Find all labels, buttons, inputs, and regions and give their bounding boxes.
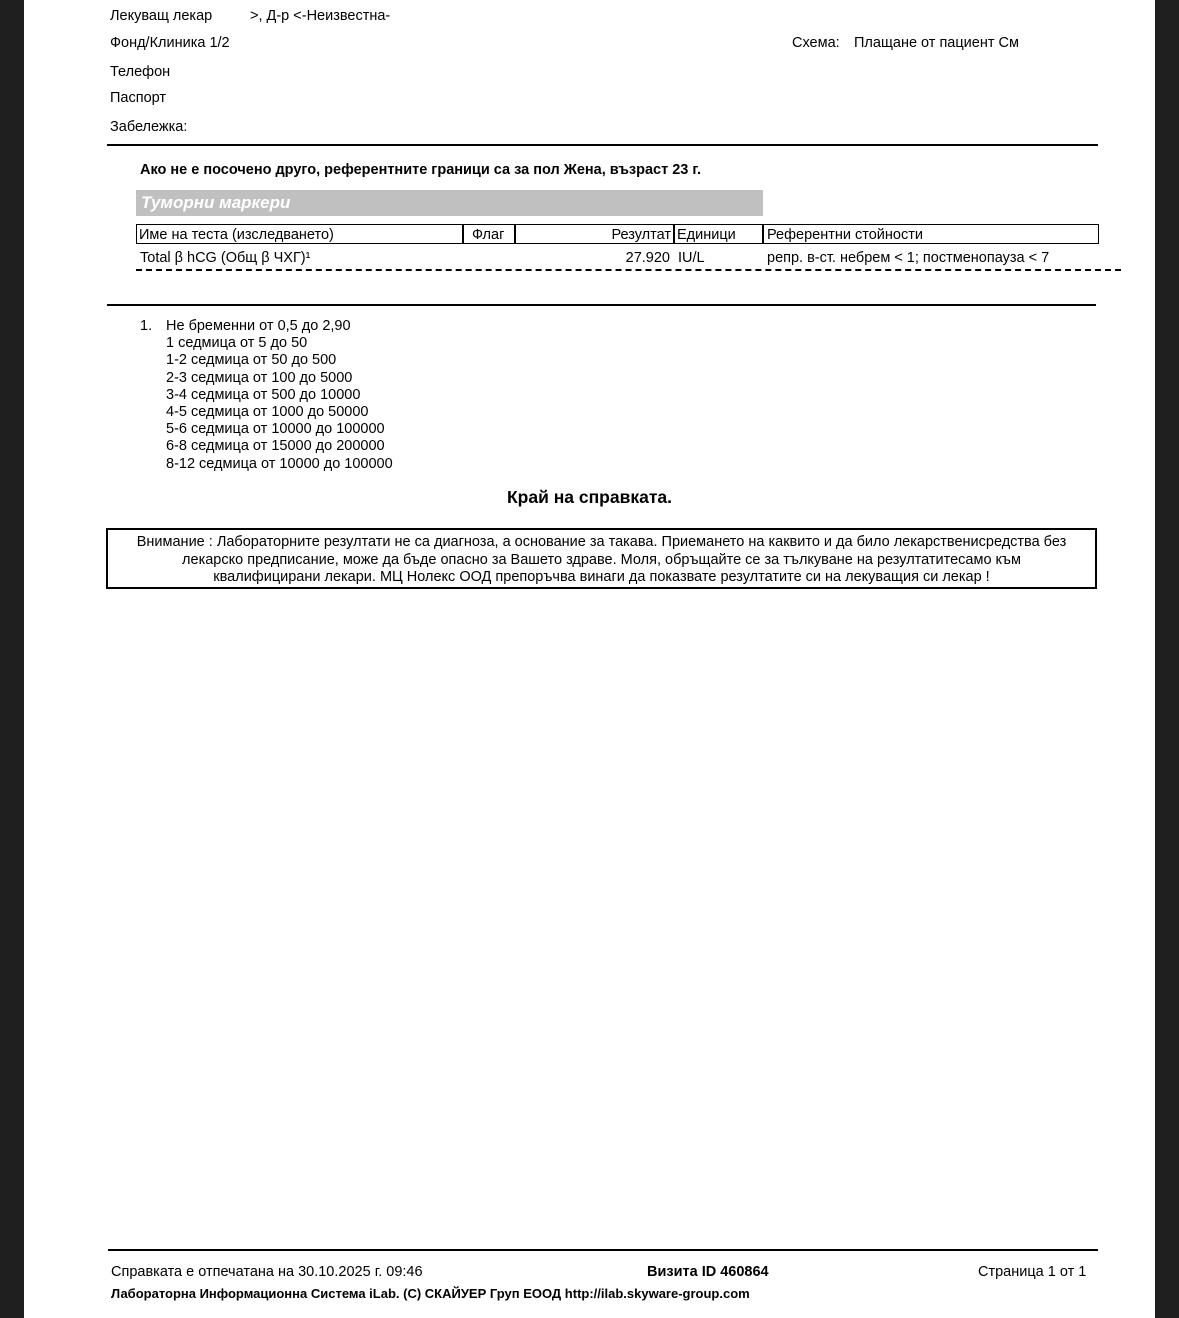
footnote-line: 5-6 седмица от 10000 до 100000	[166, 421, 385, 438]
warning-box	[106, 528, 1097, 589]
doctor-label: Лекуващ лекар	[110, 8, 213, 24]
test-result: 27.920	[625, 250, 670, 266]
col-header-reference: Референтни стойности	[762, 224, 1099, 244]
scheme-label: Схема:	[792, 35, 840, 51]
printed-timestamp: Справката е отпечатана на 30.10.2025 г. 09:46	[111, 1264, 423, 1280]
footnote-lines	[166, 318, 393, 473]
system-credit: Лабораторна Информационна Система iLab. (С) СКАЙУЕР Груп ЕООД http://ilab.skyware-group.com	[111, 1286, 750, 1301]
passport-label: Паспорт	[110, 90, 167, 106]
section-title: Туморни маркери	[141, 193, 291, 212]
test-name: Total β hCG (Общ β ЧХГ)¹	[140, 250, 311, 266]
phone-label: Телефон	[110, 64, 171, 80]
footnote-line: 4-5 седмица от 1000 до 50000	[166, 404, 369, 421]
footnote-line: 8-12 седмица от 10000 до 100000	[166, 455, 393, 472]
warning-line: Внимание : Лабораторните резултати не са диагноза, а основание за такава. Приемането на каквито и да било лекарственисредства без	[136, 534, 1067, 550]
header-divider	[107, 144, 1098, 146]
end-of-report-title: Край на справката.	[506, 487, 673, 507]
footnote-line: 1-2 седмица от 50 до 500	[166, 352, 337, 369]
col-header-flag: Флаг	[462, 224, 516, 244]
page-number: Страница 1 от 1	[978, 1264, 1087, 1280]
footnote-line: 2-3 седмица от 100 до 5000	[166, 369, 353, 386]
col-header-name: Име на теста (изследването)	[136, 224, 464, 244]
reference-note: Ако не е посочено друго, референтните граници са за пол Жена, възраст 23 г.	[140, 162, 701, 178]
report-page	[24, 0, 1155, 1318]
footer-divider	[108, 1249, 1098, 1251]
note-label: Забележка:	[110, 119, 188, 135]
warning-line: квалифицирани лекари. МЦ Нолекс ООД препоръчва винаги да показвате резултатите си на лекуващия си лекар !	[213, 569, 990, 585]
footnote-line: 6-8 седмица от 15000 до 200000	[166, 438, 385, 455]
footnote-line: 1 седмица от 5 до 50	[166, 335, 308, 352]
fund-label: Фонд/Клиника 1/2	[110, 35, 230, 51]
row-divider	[136, 269, 1121, 271]
test-reference: репр. в-ст. небрем < 1; постменопауза < 7	[767, 250, 1050, 266]
warning-line: лекарско предписание, може да бъде опасно за Вашето здраве. Моля, обръщайте се за тълкуване на резултатитесамо към	[182, 551, 1021, 568]
scheme-value: Плащане от пациент См	[854, 35, 1019, 51]
col-header-units: Единици	[673, 224, 764, 244]
footnote-line: Не бременни от 0,5 до 2,90	[166, 318, 351, 334]
col-header-result: Резултат	[514, 224, 675, 244]
test-units: IU/L	[678, 250, 705, 266]
section-header-bar	[136, 190, 763, 216]
visit-id: Визита ID 460864	[647, 1264, 769, 1280]
results-divider	[107, 304, 1096, 306]
footnote-number: 1.	[140, 318, 153, 334]
doctor-value: >, Д-р <-Неизвестна-	[250, 8, 391, 24]
footnote-line: 3-4 седмица от 500 до 10000	[166, 386, 361, 403]
